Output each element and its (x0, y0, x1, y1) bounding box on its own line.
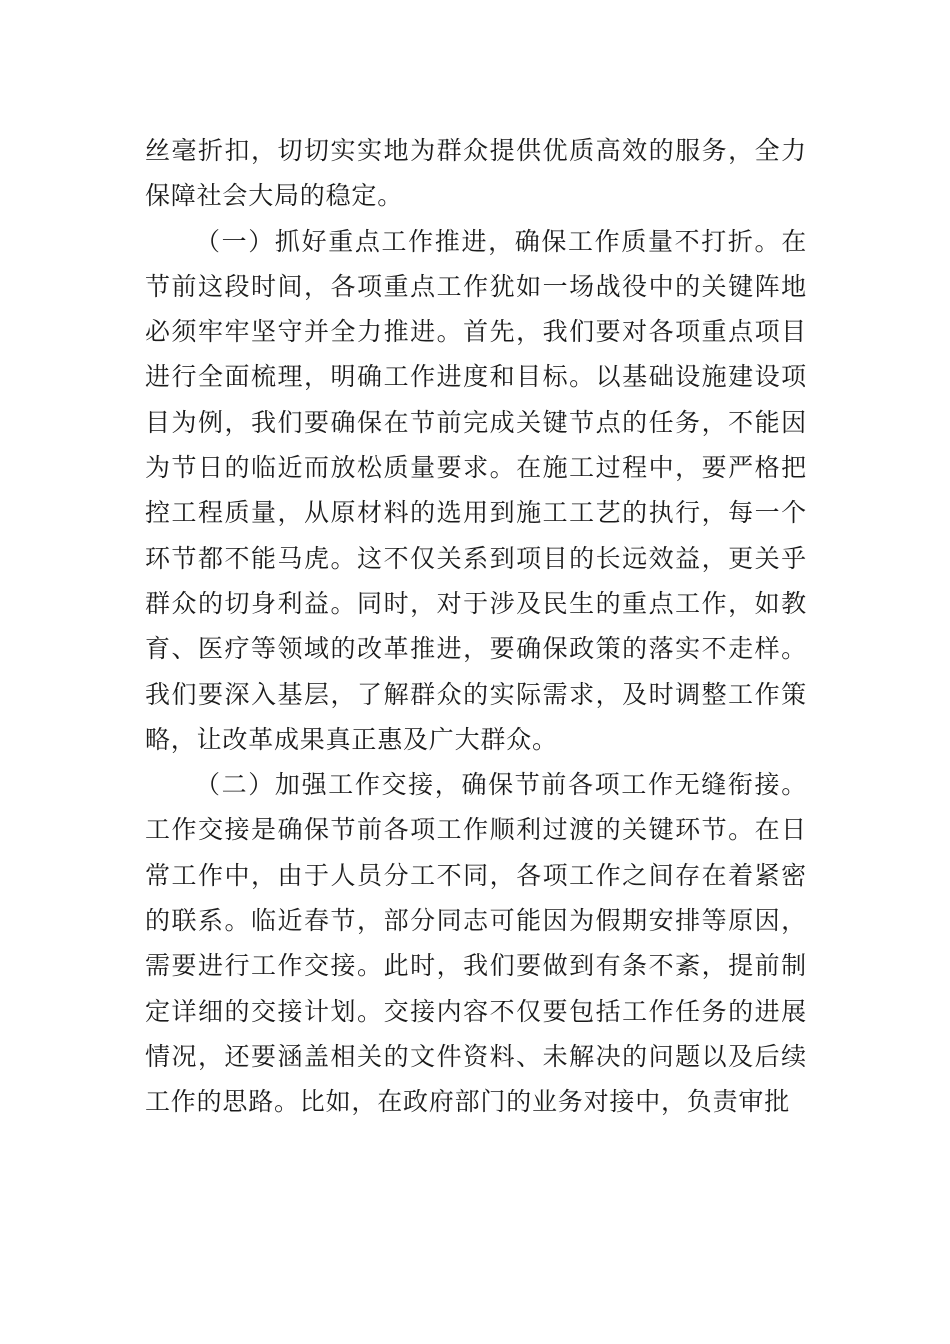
document-body (145, 128, 807, 1125)
paragraph-continuation: 丝毫折扣，切切实实地为群众提供优质高效的服务，全力保障社会大局的稳定。 (145, 136, 807, 211)
paragraph-section-two: （二）加强工作交接，确保节前各项工作无缝衔接。工作交接是确保节前各项工作顺利过渡的关键环节。在日常工作中，由于人员分工不同，各项工作之间存在着紧密的联系。临近春节，部分同志可能因为假期安排等原因，需要进行工作交接。此时，我们要做到有条不紊，提前制定详细的交接计划。交接内容不仅要包括工作任务的进展情况，还要涵盖相关的文件资料、未解决的问题以及后续工作的思路。比如，在政府部门的业务对接中，负责审批 (145, 770, 807, 1117)
paragraph-section-one: （一）抓好重点工作推进，确保工作质量不打折。在节前这段时间，各项重点工作犹如一场战役中的关键阵地必须牢牢坚守并全力推进。首先，我们要对各项重点项目进行全面梳理，明确工作进度和目标。以基础设施建设项目为例，我们要确保在节前完成关键节点的任务，不能因为节日的临近而放松质量要求。在施工过程中，要严格把控工程质量，从原材料的选用到施工工艺的执行，每一个环节都不能马虎。这不仅关系到项目的长远效益，更关乎群众的切身利益。同时，对于涉及民生的重点工作，如教育、医疗等领域的改革推进，要确保政策的落实不走样。我们要深入基层，了解群众的实际需求，及时调整工作策略，让改革成果真正惠及广大群众。 (145, 226, 807, 754)
